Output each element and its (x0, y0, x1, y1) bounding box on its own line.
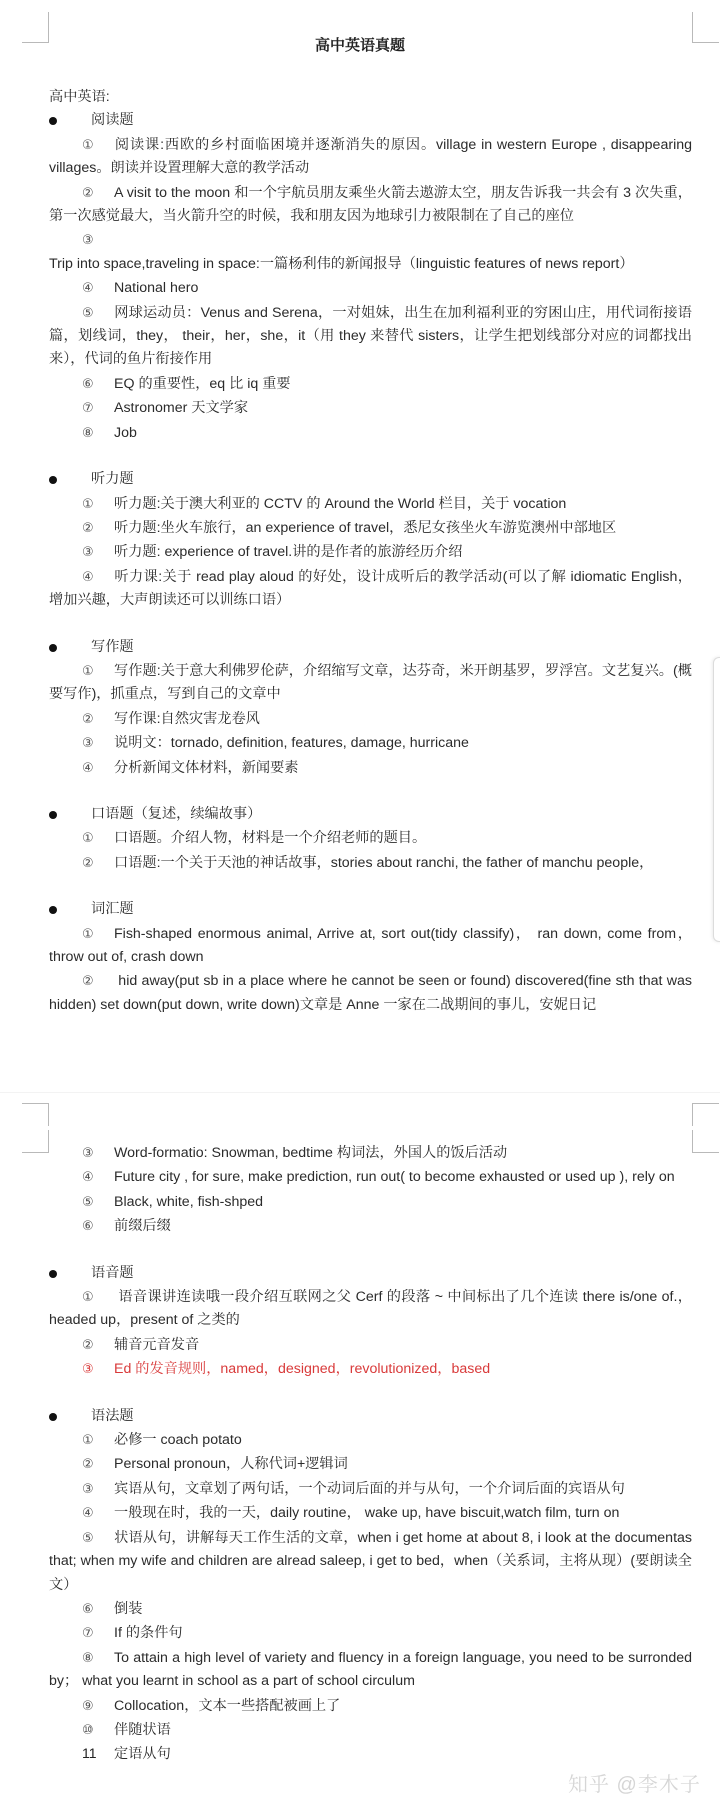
item-number: ③ (82, 1361, 94, 1377)
section-title-text: 写作题 (91, 638, 134, 655)
list-item (49, 1452, 692, 1476)
item-number: ④ (82, 759, 94, 775)
item-number: ① (82, 1432, 94, 1448)
item-number: ③ (82, 544, 94, 560)
section-title (49, 109, 692, 132)
item-text: Job (114, 424, 137, 441)
list-item (49, 372, 692, 396)
item-text: 辅音元音发音 (114, 1336, 200, 1353)
page2-corner-mark-right (692, 1130, 719, 1153)
list-item (49, 1501, 692, 1525)
item-number: ⑥ (82, 375, 94, 391)
item-text: Trip into space,traveling in space:一篇杨利伟的新闻报导（linguistic features of news report） (49, 255, 634, 272)
item-text: 一般现在时，我的一天，daily routine， wake up, have biscuit,watch film, turn on (114, 1505, 620, 1522)
item-text: 语音课讲连读哦一段介绍互联网之父 Cerf 的段落 ~ 中间标出了几个连读 there is/one of.，headed up，present of 之类的 (49, 1289, 692, 1329)
item-text: 定语从句 (114, 1746, 171, 1763)
item-number: ⑧ (82, 1649, 94, 1665)
list-item (49, 540, 692, 564)
item-number: ⑤ (82, 1193, 94, 1209)
section (49, 1405, 692, 1767)
list-item (49, 1285, 692, 1333)
item-text: 听力课:关于 read play aloud 的好处，设计成听后的教学活动(可以了解 idiomatic English，增加兴趣，大声朗读还可以训练口语） (49, 568, 692, 609)
item-text: 听力题:关于澳大利亚的 CCTV 的 Around the World 栏目，关于 vocation (114, 495, 567, 512)
list-item (49, 1526, 692, 1597)
section-list (49, 109, 692, 1017)
item-number: ② (82, 1456, 94, 1472)
item-number: ⑤ (82, 1529, 94, 1545)
section-title-text: 语法题 (91, 1407, 134, 1424)
item-number: ① (82, 136, 94, 152)
item-number: 11 (82, 1745, 97, 1762)
item-text: hid away(put sb in a place where he cannot be seen or found) discovered(fine sth that was hidden) set down(put down, write down)文章是 Anne 一家在二战期间的事儿，安妮日记 (49, 973, 692, 1013)
item-text: Collocation，文本一些搭配被画上了 (114, 1697, 341, 1714)
item-text: Astronomer 天文学家 (114, 400, 249, 417)
section-title (49, 1405, 692, 1428)
bullet-icon (49, 117, 57, 125)
bullet-icon (49, 811, 57, 819)
item-number: ② (82, 854, 94, 870)
list-item (49, 1214, 692, 1238)
item-number: ① (82, 495, 94, 511)
item-text: To attain a high level of variety and fluency in a foreign language, you need to be surronded by； what you learnt in school as a part of school circulum (49, 1649, 692, 1690)
list-item (49, 492, 692, 516)
list-item (49, 421, 692, 445)
document-heading: 高中英语: (49, 89, 110, 105)
section (49, 803, 692, 875)
item-text: 状语从句，讲解每天工作生活的文章，when i get home at about 8, i look at the documentas that; when my wife and children are alread saleep, i get to bed，when（关系词，主将从现）(要朗读全文） (49, 1529, 692, 1593)
list-item (49, 228, 692, 276)
item-number: ② (82, 184, 94, 200)
list-item (49, 756, 692, 780)
item-number: ⑤ (82, 304, 94, 320)
side-panel-edge (713, 657, 720, 942)
item-number: ⑦ (82, 400, 94, 416)
item-number: ⑥ (82, 1600, 94, 1616)
list-item (49, 1333, 692, 1357)
item-number: ④ (82, 568, 94, 584)
item-text: 阅读课:西欧的乡村面临困境并逐渐消失的原因。village in western Europe , disappearing villages。朗读并设置理解大意的教学活动 (49, 136, 692, 177)
page2-corner-mark-left (22, 1130, 49, 1153)
list-item (49, 1597, 692, 1621)
item-text: 网球运动员：Venus and Serena，一对姐妹，出生在加利福利亚的穷困山庄，用代词衔接语篇，划线词，they， their，her，she，it（用 they 来替代 sisters，让学生把划线部分对应的词都找出来），代词的鱼片衔接作用 (49, 304, 692, 368)
page-2-body (49, 1141, 692, 1767)
item-number: ① (82, 662, 94, 678)
section-title (49, 636, 692, 659)
section-title-text: 语音题 (91, 1264, 134, 1281)
bullet-icon (49, 1413, 57, 1421)
list-item (49, 707, 692, 731)
item-text: 写作课:自然灾害龙卷风 (114, 710, 260, 727)
list-item (49, 1477, 692, 1501)
list-item (49, 181, 692, 229)
section (49, 636, 692, 780)
section (49, 1262, 692, 1382)
item-number: ⑩ (82, 1721, 94, 1737)
item-text: A visit to the moon 和一个宇航员朋友乘坐火箭去遨游太空，朋友告诉我一共会有 3 次失重，第一次感觉最大，当火箭升空的时候，我和朋友因为地球引力被限制在了自己的座位 (49, 184, 692, 225)
list-item (49, 1742, 692, 1766)
item-text: Ed 的发音规则，named，designed，revolutionized，based (114, 1361, 491, 1378)
item-number: ② (82, 973, 94, 989)
section (49, 468, 692, 612)
item-number: ⑦ (82, 1625, 94, 1641)
page-1-body (49, 86, 692, 1017)
list-item (49, 1718, 692, 1742)
list-item (49, 396, 692, 420)
list-item (49, 1165, 692, 1189)
list-item (49, 565, 692, 613)
page2-corner-mark-right-top (692, 1103, 719, 1126)
list-item (49, 1141, 692, 1165)
zhihu-watermark: 知乎 @李木子 (568, 1774, 701, 1796)
list-item (49, 731, 692, 755)
list-item (49, 133, 692, 181)
item-text: 听力题:坐火车旅行，an experience of travel，悉尼女孩坐火车游览澳州中部地区 (114, 519, 617, 536)
item-number: ② (82, 1336, 94, 1352)
list-item (49, 1646, 692, 1694)
item-number: ④ (82, 1505, 94, 1521)
list-item (49, 1428, 692, 1452)
list-item (49, 301, 692, 372)
item-number: ③ (82, 735, 94, 751)
item-number: ④ (82, 280, 94, 296)
item-text: Word-formatio: Snowman, bedtime 构词法，外国人的饭后活动 (114, 1145, 508, 1161)
page-break (0, 1092, 720, 1093)
bullet-icon (49, 476, 57, 484)
item-number: ① (82, 925, 94, 941)
item-number: ④ (82, 1169, 94, 1185)
list-item (49, 969, 692, 1017)
section-title-text: 词汇题 (91, 901, 134, 918)
list-item (49, 1694, 692, 1718)
section-list-page-2 (49, 1262, 692, 1767)
item-text: 听力题: experience of travel.讲的是作者的旅游经历介绍 (114, 544, 463, 561)
item-text: 必修一 coach potato (114, 1432, 242, 1449)
section-title-text: 听力题 (91, 471, 134, 488)
section (49, 898, 692, 1017)
bullet-icon (49, 1270, 57, 1278)
item-text: 口语题:一个关于天池的神话故事，stories about ranchi, the father of manchu people， (114, 854, 654, 871)
item-text: National hero (114, 280, 199, 297)
list-item (49, 851, 692, 875)
item-text: 分析新闻文体材料，新闻要素 (114, 759, 299, 776)
item-text: EQ 的重要性，eq 比 iq 重要 (114, 375, 291, 392)
bullet-icon (49, 906, 57, 914)
list-item (49, 922, 692, 970)
item-text: 说明文：tornado, definition, features, damage, hurricane (114, 735, 469, 752)
list-item (49, 1190, 692, 1214)
item-text: Personal pronoun，人称代词+逻辑词 (114, 1456, 348, 1473)
list-item (49, 1357, 692, 1381)
vocab-continued-list (49, 1141, 692, 1239)
item-number: ⑥ (82, 1218, 94, 1234)
section-title (49, 1262, 692, 1285)
item-number: ③ (82, 1480, 94, 1496)
list-item (49, 1621, 692, 1645)
bullet-icon (49, 644, 57, 652)
item-number: ③ (82, 232, 94, 248)
document-title: 高中英语真题 (314, 37, 405, 54)
list-item (49, 276, 692, 300)
item-text: Black, white, fish-shped (114, 1193, 264, 1210)
list-item (49, 826, 692, 850)
item-text: If 的条件句 (114, 1625, 183, 1642)
item-text: 前缀后缀 (114, 1218, 171, 1235)
section-title-text: 口语题（复述，续编故事） (91, 805, 262, 822)
item-text: 口语题。介绍人物，材料是一个介绍老师的题目。 (114, 830, 427, 847)
item-number: ⑧ (82, 424, 94, 440)
item-text: 写作题:关于意大利佛罗伦萨，介绍缩写文章，达芬奇，米开朗基罗，罗浮宫。文艺复兴。(概要写作)，抓重点，写到自己的文章中 (49, 662, 692, 703)
item-text: Future city , for sure, make prediction, run out( to become exhausted or used up ), rely on (114, 1169, 675, 1186)
item-number: ① (82, 830, 94, 846)
item-text: 宾语从句，文章划了两句话，一个动词后面的并与从句，一个介词后面的宾语从句 (114, 1480, 625, 1497)
item-text: 伴随状语 (114, 1721, 171, 1738)
section-title (49, 898, 692, 921)
item-text: Fish-shaped enormous animal, Arrive at, sort out(tidy classify)， ran down, come from， throw out of, crash down (49, 925, 692, 965)
section-title (49, 803, 692, 826)
item-number: ⑨ (82, 1697, 94, 1713)
list-item (49, 659, 692, 707)
item-number: ① (82, 1289, 94, 1305)
page2-corner-mark-left-top (22, 1103, 49, 1126)
item-number: ② (82, 519, 94, 535)
section (49, 109, 692, 445)
item-text: 倒装 (114, 1600, 143, 1617)
section-title (49, 468, 692, 491)
section-title-text: 阅读题 (91, 112, 134, 129)
item-number: ③ (82, 1145, 94, 1160)
item-number: ② (82, 710, 94, 726)
list-item (49, 516, 692, 540)
